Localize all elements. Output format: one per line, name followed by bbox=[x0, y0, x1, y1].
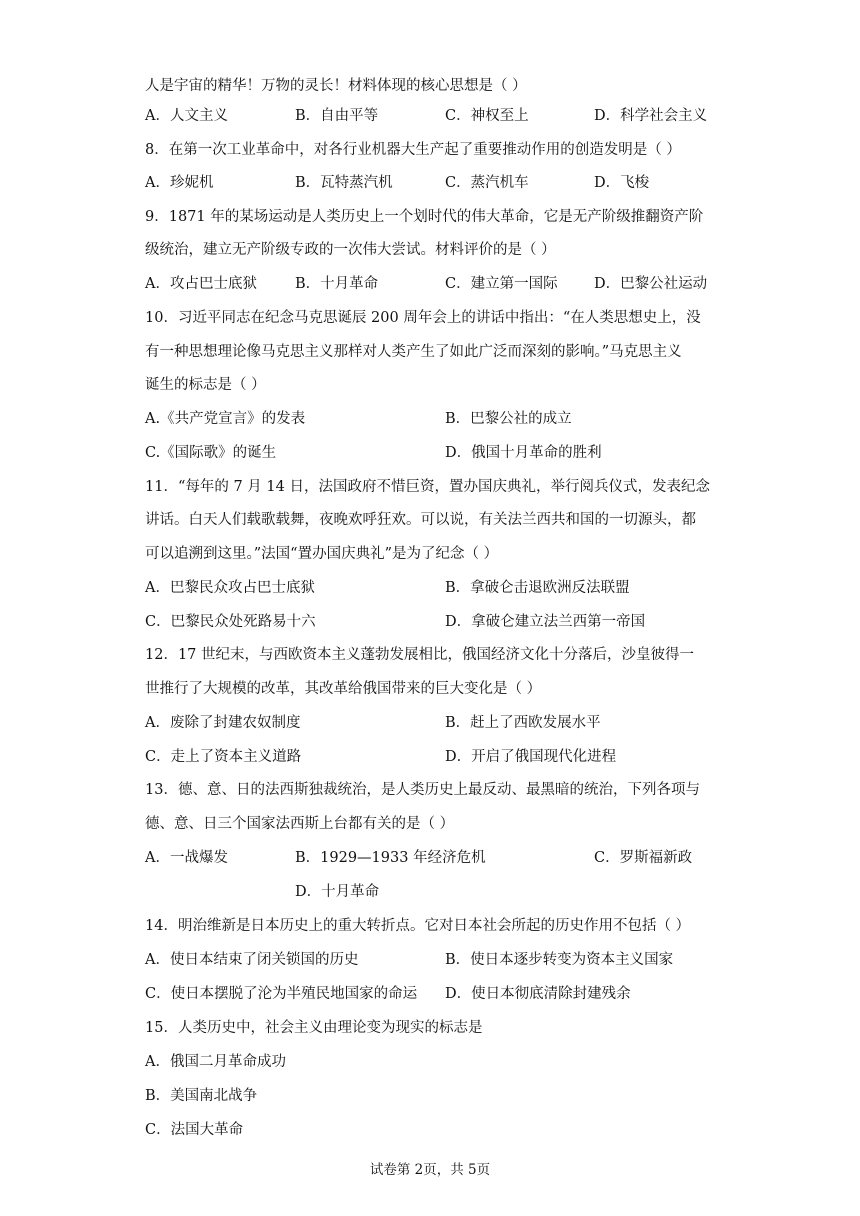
q11-option-b: B．拿破仑击退欧洲反法联盟 bbox=[445, 580, 630, 596]
q13-stem-line-2: 德、意、日三个国家法西斯上台都有关的是（ ） bbox=[145, 816, 455, 832]
q9-stem-line-2: 级统治，建立无产阶级专政的一次伟大尝试。材料评价的是（ ） bbox=[145, 242, 556, 258]
q11-option-c: C．巴黎民众处死路易十六 bbox=[145, 614, 316, 630]
q12-option-b: B．赶上了西欧发展水平 bbox=[445, 715, 601, 731]
q14-stem: 14．明治维新是日本历史上的重大转折点。它对日本社会所起的历史作用不包括（ ） bbox=[145, 918, 691, 934]
q14-option-b: B．使日本逐步转变为资本主义国家 bbox=[445, 952, 674, 968]
q15-option-b: B．美国南北战争 bbox=[145, 1088, 258, 1104]
q14-option-d: D．使日本彻底清除封建残余 bbox=[445, 986, 631, 1002]
q12-option-a: A．废除了封建农奴制度 bbox=[145, 715, 301, 731]
q9-option-a: A．攻占巴士底狱 bbox=[145, 276, 257, 292]
q11-stem-line-2: 讲话。白天人们载歌载舞，夜晚欢呼狂欢。可以说，有关法兰西共和国的一切源头，都 bbox=[145, 512, 696, 528]
q10-stem-line-2: 有一种思想理论像马克思主义那样对人类产生了如此广泛而深刻的影响。”马克思主义 bbox=[145, 344, 682, 360]
q15-option-c: C．法国大革命 bbox=[145, 1122, 244, 1138]
q7-option-d: D．科学社会主义 bbox=[594, 108, 708, 124]
q14-option-c: C．使日本摆脱了沦为半殖民地国家的命运 bbox=[145, 986, 418, 1002]
q7-option-c: C．神权至上 bbox=[445, 108, 529, 124]
q9-stem-line-1: 9．1871 年的某场运动是人类历史上一个划时代的伟大革命，它是无产阶级推翻资产阶 bbox=[145, 209, 704, 225]
q7-stem-tail: 人是宇宙的精华！万物的灵长！材料体现的核心思想是（ ） bbox=[145, 78, 527, 94]
q7-option-b: B．自由平等 bbox=[295, 108, 379, 124]
q8-stem: 8．在第一次工业革命中，对各行业机器大生产起了重要推动作用的创造发明是（ ） bbox=[145, 142, 681, 158]
q10-stem-line-1: 10．习近平同志在纪念马克思诞辰 200 周年会上的讲话中指出：“在人类思想史上，没 bbox=[145, 310, 701, 326]
q12-option-d: D．开启了俄国现代化进程 bbox=[445, 749, 617, 765]
q15-stem: 15．人类历史中，社会主义由理论变为现实的标志是 bbox=[145, 1020, 483, 1036]
q13-option-a: A．一战爆发 bbox=[145, 850, 228, 866]
q12-option-c: C．走上了资本主义道路 bbox=[145, 749, 302, 765]
q8-option-d: D．飞梭 bbox=[594, 175, 650, 191]
q13-stem-line-1: 13．德、意、日的法西斯独裁统治，是人类历史上最反动、最黑暗的统治，下列各项与 bbox=[145, 782, 700, 798]
q9-option-b: B．十月革命 bbox=[295, 276, 379, 292]
q8-option-c: C．蒸汽机车 bbox=[445, 175, 529, 191]
q13-option-b: B．1929—1933 年经济危机 bbox=[295, 850, 486, 866]
q11-option-d: D．拿破仑建立法兰西第一帝国 bbox=[445, 614, 646, 630]
q12-stem-line-1: 12．17 世纪末，与西欧资本主义蓬勃发展相比，俄国经济文化十分落后，沙皇彼得一 bbox=[145, 647, 695, 663]
q11-stem-line-1: 11．“每年的 7 月 14 日，法国政府不惜巨资，置办国庆典礼，举行阅兵仪式，发表纪念 bbox=[145, 479, 710, 495]
q14-option-a: A．使日本结束了闭关锁国的历史 bbox=[145, 952, 359, 968]
q11-stem-line-3: 可以追溯到这里。”法国“置办国庆典礼”是为了纪念（ ） bbox=[145, 546, 499, 562]
q11-option-a: A．巴黎民众攻占巴士底狱 bbox=[145, 580, 315, 596]
q10-option-b: B．巴黎公社的成立 bbox=[445, 411, 572, 427]
q7-option-a: A．人文主义 bbox=[145, 108, 228, 124]
q13-option-d: D．十月革命 bbox=[295, 884, 380, 900]
q10-option-d: D．俄国十月革命的胜利 bbox=[445, 445, 602, 461]
q10-option-a: A.《共产党宣言》的发表 bbox=[145, 411, 306, 427]
q15-option-a: A．俄国二月革命成功 bbox=[145, 1054, 286, 1070]
q9-option-c: C．建立第一国际 bbox=[445, 276, 558, 292]
q9-option-d: D．巴黎公社运动 bbox=[594, 276, 708, 292]
q8-option-b: B．瓦特蒸汽机 bbox=[295, 175, 393, 191]
q8-option-a: A．珍妮机 bbox=[145, 175, 214, 191]
q13-option-c: C．罗斯福新政 bbox=[594, 850, 693, 866]
q10-stem-line-3: 诞生的标志是（ ） bbox=[145, 377, 266, 393]
page-footer: 试卷第 2页，共 5页 bbox=[369, 1162, 491, 1178]
q12-stem-line-2: 世推行了大规模的改革，其改革给俄国带来的巨大变化是（ ） bbox=[145, 681, 542, 697]
q10-option-c: C.《国际歌》的诞生 bbox=[145, 445, 277, 461]
